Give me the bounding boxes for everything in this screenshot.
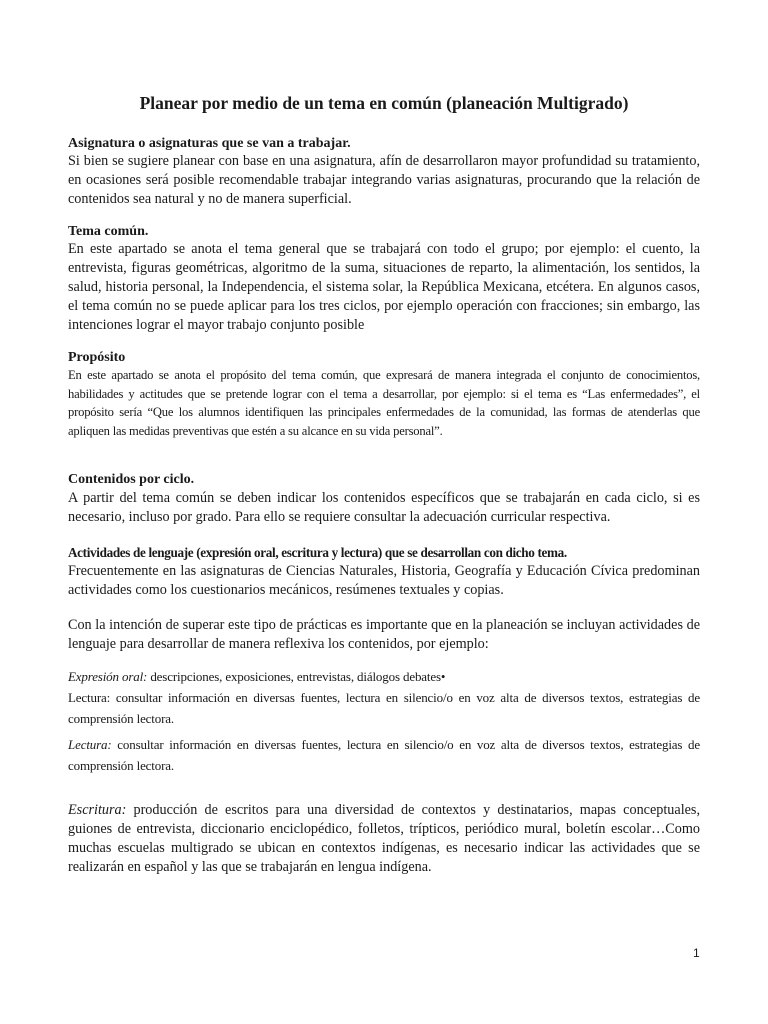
section-text-proposito: En este apartado se anota el propósito del tema común, que expresará de manera integrada el conjunto de conocimientos, habilidades y actitudes que se pretende lograr con el tema a desarrollar, por ejemplo: si el tema es “Las enfermedades”, el propósito sería “Que los alumnos identifiquen las principales enfermedades de la comunidad, las formas de atenderlas que apliquen las medidas preventivas que estén a su alcance en su vida personal”. bbox=[68, 368, 700, 438]
section-text-asignatura: Si bien se sugiere planear con base en una asignatura, afín de desarrollaron mayor profundidad su tratamiento, en ocasiones será posible recomendable trabajar integrando varias asignaturas, procurando que la relación de contenidos sea natural y no de manera superficial. bbox=[68, 153, 700, 207]
item-text: descripciones, exposiciones, entrevistas, diálogos debates• bbox=[147, 669, 446, 684]
item-escritura bbox=[68, 801, 700, 877]
section-heading-contenidos: Contenidos por ciclo. bbox=[68, 472, 195, 487]
item-label: Expresión oral: bbox=[68, 669, 148, 684]
item-label: Lectura: bbox=[68, 737, 112, 752]
document-title: Planear por medio de un tema en común (planeación Multigrado) bbox=[139, 93, 629, 113]
section-heading-asignatura: Asignatura o asignaturas que se van a trabajar. bbox=[68, 136, 351, 151]
item-text: producción de escritos para una diversidad de contextos y destinatarios, mapas conceptuales, guiones de entrevista, diccionario enciclopédico, folletos, trípticos, periódico mural, boletín escolar…Como muchas escuelas multigrado se ubican en contextos indígenas, es necesario indicar las actividades que se realizarán en español y las que se trabajarán en lengua indígena. bbox=[68, 802, 700, 875]
item-text: consultar información en diversas fuentes, lectura en silencio/o en voz alta de diversos textos, estrategias de comprensión lectora. bbox=[68, 737, 700, 773]
section-text-actividades: Frecuentemente en las asignaturas de Ciencias Naturales, Historia, Geografía y Educación Cívica predominan actividades como los cuestionarios mecánicos, resúmenes textuales y copias. bbox=[68, 563, 700, 598]
intro-paragraph: Con la intención de superar este tipo de prácticas es importante que en la planeación se incluyan actividades de lenguaje para desarrollar de manera reflexiva los contenidos, por ejemplo: bbox=[68, 617, 700, 652]
section-heading-actividades: Actividades de lenguaje (expresión oral, escritura y lectura) que se desarrollan con dicho tema. bbox=[68, 545, 567, 560]
page-number: 1 bbox=[693, 946, 700, 960]
item-expresion-oral bbox=[68, 666, 700, 729]
section-heading-tema-comun: Tema común. bbox=[68, 224, 149, 239]
section-heading-proposito: Propósito bbox=[68, 350, 126, 365]
item-label: Escritura: bbox=[68, 802, 127, 818]
item-lectura bbox=[68, 734, 700, 776]
section-text-tema-comun: En este apartado se anota el tema general que se trabajará con todo el grupo; por ejemplo: el cuento, la entrevista, figuras geométricas, algoritmo de la suma, situaciones de reparto, la alimentación, los sentidos, la salud, historia personal, la Independencia, el sistema solar, la República Mexicana, etcétera. En algunos casos, el tema común no se puede aplicar para los tres ciclos, por ejemplo operación con fracciones; sin embargo, las intenciones lograr el mayor trabajo conjunto posible bbox=[68, 241, 700, 333]
item-continuation: Lectura: consultar información en diversas fuentes, lectura en silencio/o en voz alta de diversos textos, estrategias de comprensión lectora. bbox=[68, 690, 700, 726]
section-text-contenidos: A partir del tema común se deben indicar los contenidos específicos que se trabajarán en cada ciclo, si es necesario, incluso por grado. Para ello se requiere consultar la adecuación curricular respectiva. bbox=[68, 490, 700, 525]
